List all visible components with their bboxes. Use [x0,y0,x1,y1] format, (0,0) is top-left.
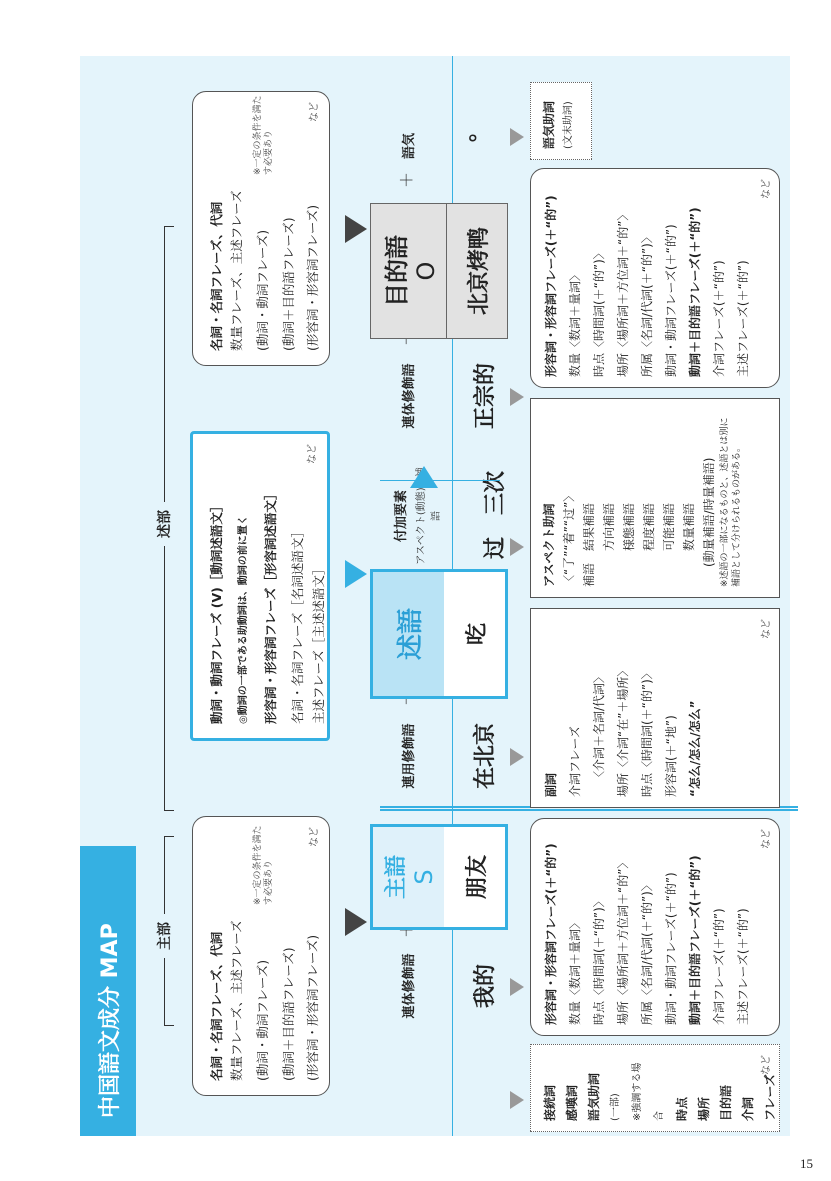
list-item: 動詞・動詞フレーズ(＋“的”) [664,224,678,377]
object-letter: O [412,261,440,281]
subject-candidate-line: (動詞・動詞フレーズ) [255,959,270,1081]
adv-mod-word: 在北京 [472,723,498,790]
subject-candidate-line: (形容詞・形容詞フレーズ) [305,934,320,1081]
list-item: 形容詞・形容詞フレーズ(＋“的”) [544,843,558,1025]
up-arrow-icon [510,538,524,556]
list-item: 主述フレーズ(＋“的”) [736,908,750,1025]
subject-word: 朋友 [444,827,505,927]
predicate-object-divider [380,480,500,481]
predicate-candidate-line: 形容詞・形容詞フレーズ［形容詞述語文］ [263,487,278,724]
down-arrow-icon [345,215,367,243]
etc-note: など [761,829,772,849]
extra-word-complement: 三次 [482,471,508,516]
etc-note: など [761,179,772,199]
predicate-candidate-line: 動詞・動詞フレーズ (V)［動詞述語文］ [209,499,224,724]
list-item: 介詞 [741,1096,755,1121]
map-panel [80,56,790,1136]
down-arrow-icon [345,908,367,936]
sentence-end-mark: 。 [454,120,480,143]
aspect-complement-box [530,398,780,598]
object-candidate-line: 数量フレーズ、主述フレーズ [229,190,244,351]
list-item: 〈“了”“着”“过”〉 [562,489,576,587]
plus-sign: ＋ [397,171,416,188]
condition-note: ※一定の条件を満たす必要あり [253,825,274,905]
list-item: 目的語 [719,1084,733,1121]
list-item: (一部) [610,1093,621,1121]
object-candidate-line: (形容詞・形容詞フレーズ) [305,204,320,351]
list-item: 数量補語 [682,502,696,551]
up-arrow-icon [510,748,524,766]
list-item: 形容詞・形容詞フレーズ(＋“的”) [544,195,558,377]
list-item: 数量〈数詞＋量詞〉 [568,268,582,377]
down-arrow-icon [345,560,367,588]
list-item: 可能補語 [662,502,676,551]
etc-note: など [761,1055,772,1075]
predicate-candidate-line: 名詞・名詞フレーズ［名詞述語文］ [290,525,305,724]
aspect-note: ※述語の一部になるものと、述語とは別に補語として分けられるものがある。 [720,417,742,587]
list-item: アスペクト助詞 [542,503,556,587]
attr-mod-2-word: 正宗的 [472,363,498,430]
etc-note: など [309,102,320,122]
list-item: 感嘆詞 [565,1084,579,1121]
rotated-content [80,56,790,1136]
list-item: 場所 [697,1096,711,1121]
list-item: ※強調する場合 [632,1062,665,1121]
list-item: 時点〈時間詞(＋“的”)〉 [592,895,606,1025]
adv-mod-label: 連用修飾語 [402,723,417,789]
attr-mod-1-types-box [530,818,780,1036]
extra-sub-label: アスペクト(動態) 補語 [416,467,442,565]
list-item: 場所〈場所詞＋方位詞＋“的”〉 [616,208,630,377]
up-arrow-icon [510,388,524,406]
predicate-word: 吃 [444,572,505,696]
list-item: 程度補語 [642,502,656,551]
extra-word-aspect: 过 [482,537,508,560]
object-candidate-line: (動詞・動詞フレーズ) [255,229,270,351]
object-candidate-line: 名詞・名詞フレーズ、代詞 [209,201,224,351]
predicate-candidates-box [190,431,330,741]
list-item: 副詞 [544,772,558,797]
list-item: 形容詞(＋“地”) [664,715,678,797]
list-item: 時点〈時間詞(＋“的”)〉 [640,667,654,797]
list-item: 様態補語 [622,502,636,551]
list-item: 動詞・動詞フレーズ(＋“的”) [664,872,678,1025]
list-item: 所属〈名詞/代詞(＋“的”)〉 [640,231,654,377]
predicate-box [370,569,508,699]
subject-label: 主語 [384,855,409,900]
modal-label: 語気 [402,133,417,160]
up-arrow-icon [510,1091,524,1109]
list-item: 場所〈介詞“在”＋場所〉 [616,664,630,797]
list-item: 補語 結果補語 [582,502,596,587]
attr-mod-1-label: 連体修飾語 [402,953,417,1019]
subject-candidates-box [192,816,330,1096]
subject-candidate-line: 数量フレーズ、主述フレーズ [229,920,244,1081]
list-item: 語気助詞 [542,100,556,149]
modal-particle-box [530,82,592,160]
etc-note: など [761,619,772,639]
subject-candidate-line: (動詞＋目的語フレーズ) [281,947,296,1081]
adverbial-types-box [530,608,780,808]
list-item: 数量〈数詞＋量詞〉 [568,916,582,1025]
list-item: 動詞＋目的語フレーズ(＋“的”) [688,207,702,377]
attr-mod-1-word: 我的 [472,964,498,1009]
page-title: 中国語文成分 MAP [80,846,136,1136]
extra-label: 付加要素 [394,490,409,543]
sentence-mod-box [530,1044,780,1132]
right-arrow-icon [410,466,438,488]
subject-bracket-label: 主部 [154,914,174,958]
list-item: 時点〈時間詞(＋“的”)〉 [592,247,606,377]
subject-candidate-line: 名詞・名詞フレーズ、代詞 [209,931,224,1081]
page-number: 15 [800,1156,813,1171]
subject-letter: S [410,869,438,885]
subject-box [370,824,508,930]
list-item: 主述フレーズ(＋“的”) [736,260,750,377]
attr-mod-2-types-box [530,168,780,388]
object-candidate-line: (動詞＋目的語フレーズ) [281,217,296,351]
list-item: 語気助詞 [587,1072,601,1121]
object-word: 北京烤鸭 [446,204,507,338]
condition-note: ※一定の条件を満たす必要あり [253,95,274,175]
predicate-candidate-line: 主述フレーズ［主述述語文］ [311,562,326,724]
list-item: 方向補語 [602,502,616,551]
up-arrow-icon [510,978,524,996]
list-item: フレーズ [763,1074,777,1121]
list-item: 介詞フレーズ(＋“的”) [712,908,726,1025]
list-item: 介詞フレーズ [568,726,582,797]
predicate-bracket-label: 述部 [154,502,174,546]
list-item: (動量補語/時量補語) [702,457,716,567]
object-box [370,203,508,339]
list-item: 動詞＋目的語フレーズ(＋“的”) [688,855,702,1025]
list-item: 時点 [675,1096,689,1121]
list-item: “怎么/怎么/怎么” [688,700,702,797]
list-item: 接続詞 [543,1084,557,1121]
predicate-label: 述語 [396,608,426,661]
object-label: 目的語 [383,235,411,307]
list-item: 所属〈名詞/代詞(＋“的”)〉 [640,879,654,1025]
up-arrow-icon [510,128,524,146]
etc-note: など [307,444,318,464]
list-item: 〈介詞＋名詞/代詞〉 [592,670,606,783]
object-candidates-box [192,91,330,366]
list-item: 介詞フレーズ(＋“的”) [712,260,726,377]
list-item: (文末助詞) [563,101,574,149]
list-item: 場所〈場所詞＋方位詞＋“的”〉 [616,856,630,1025]
etc-note: など [309,827,320,847]
attr-mod-2-label: 連体修飾語 [402,363,417,429]
predicate-candidate-line: ◎動詞の一部である助動詞は、動詞の前に置く [238,515,249,724]
